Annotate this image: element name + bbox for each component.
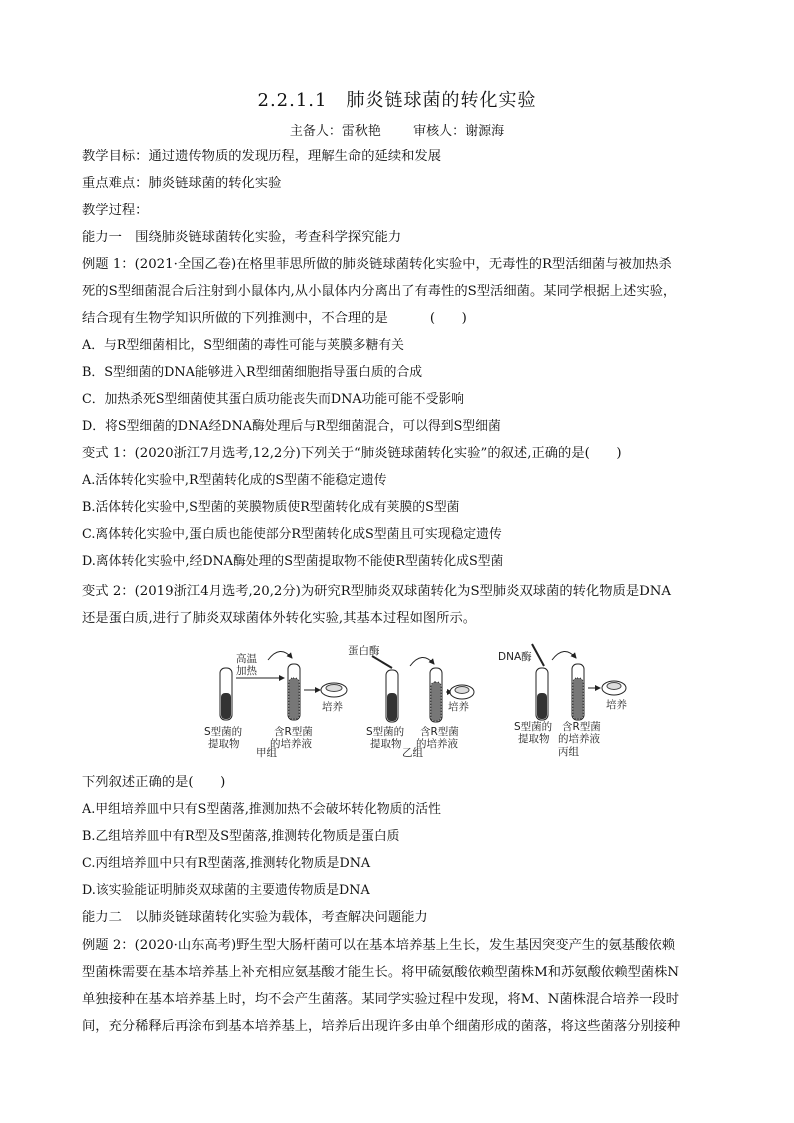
example1-stem: 结合现有生物学知识所做的下列推测中，不合理的是 — [82, 311, 388, 326]
key-points: 重点难点：肺炎链球菌的转化实验 — [82, 176, 282, 191]
dropper — [532, 644, 544, 666]
tube-liquid — [537, 693, 547, 719]
variant2-line1: 变式 2：(2019浙江4月选考,20,2分)为研究R型肺炎双球菌转化为S型肺炎双球菌的转化物质是DNA — [82, 584, 672, 599]
variant2-question: 下列叙述正确的是( ) — [82, 775, 226, 790]
enzyme-label: 蛋白酶 — [348, 645, 380, 657]
colonies — [607, 683, 621, 690]
rtube-label-1: 含R型菌 — [420, 726, 459, 738]
tube-liquid — [289, 678, 299, 719]
variant2-option-c: C.丙组培养皿中只有R型菌落,推测转化物质是DNA — [82, 856, 371, 871]
example1-line1: 例题 1：(2021·全国乙卷)在格里菲思所做的肺炎链球菌转化实验中，无毒性的R型活细菌与被加热杀 — [82, 257, 672, 272]
example1-option-c: C．加热杀死S型细菌使其蛋白质功能丧失而DNA功能可能不受影响 — [82, 392, 464, 407]
group-bing — [498, 644, 627, 758]
culture-label: 培养 — [606, 699, 627, 711]
reviewer: 审核人：谢源海 — [413, 124, 505, 139]
pour-arrow — [410, 657, 434, 666]
teaching-objective: 教学目标：通过遗传物质的发现历程，理解生命的延续和发展 — [82, 149, 442, 164]
enzyme-label: DNA酶 — [498, 651, 532, 663]
extract-label-2: 提取物 — [370, 738, 402, 750]
tube-liquid — [387, 693, 397, 721]
extract-label-1: S型菌的 — [204, 726, 243, 738]
rtube-label-2: 的培养液 — [558, 733, 600, 745]
variant1-option-b: B.活体转化实验中,S型菌的荚膜物质使R型菌转化成有荚膜的S型菌 — [82, 500, 460, 515]
variant2-line2: 还是蛋白质,进行了肺炎双球菌体外转化实验,其基本过程如图所示。 — [82, 611, 477, 626]
example2-line1: 例题 2：(2020·山东高考)野生型大肠杆菌可以在基本培养基上生长，发生基因突变产生的氨基酸依赖 — [82, 938, 676, 953]
group-label: 乙组 — [402, 747, 423, 758]
rtube-label-2: 的培养液 — [270, 738, 312, 750]
teaching-process: 教学过程： — [82, 203, 149, 218]
variant1-option-a: A.活体转化实验中,R型菌转化成的S型菌不能稳定遗传 — [82, 473, 387, 488]
group-label: 甲组 — [256, 747, 277, 758]
group-label: 丙组 — [558, 746, 579, 758]
experiment-figure — [196, 638, 656, 758]
extract-label-2: 提取物 — [518, 733, 550, 745]
example2-line3: 单独接种在基本培养基上时，均不会产生菌落。某同学实验过程中发现，将M、N菌株混合培养一段时 — [82, 992, 680, 1007]
colonies — [455, 687, 469, 694]
example1-option-d: D．将S型细菌的DNA经DNA酶处理后与R型细菌混合，可以得到S型细菌 — [82, 419, 501, 434]
preparer: 主备人：雷秋艳 — [289, 124, 381, 139]
rtube-label-2: 的培养液 — [416, 738, 458, 750]
pour-arrow — [552, 651, 576, 660]
ability-two-heading: 能力二 以肺炎链球菌转化实验为载体，考查解决问题能力 — [82, 910, 428, 925]
variant2-option-a: A.甲组培养皿中只有S型菌落,推测加热不会破坏转化物质的活性 — [82, 802, 441, 817]
page-title: 2.2.1.1 肺炎链球菌的转化实验 — [257, 90, 537, 111]
tube-liquid — [573, 678, 583, 719]
example2-line2: 型菌株需要在基本培养基上补充相应氨基酸才能生长。将甲硫氨酸依赖型菌株M和苏氨酸依赖型菌株N — [82, 965, 680, 980]
example1-line3 — [82, 311, 714, 327]
answer-paren: ( ) — [429, 311, 467, 326]
dropper — [372, 656, 392, 668]
tube-liquid — [221, 693, 231, 719]
culture-label: 培养 — [448, 701, 469, 713]
variant1-option-d: D.离体转化实验中,经DNA酶处理的S型菌提取物不能使R型菌转化成S型菌 — [82, 554, 504, 569]
treat-label-2: 加热 — [236, 665, 257, 677]
example1-option-b: B．S型细菌的DNA能够进入R型细菌细胞指导蛋白质的合成 — [82, 365, 423, 380]
rtube-label-1: 含R型菌 — [274, 726, 313, 738]
variant1-stem: 变式 1：(2020浙江7月选考,12,2分)下列关于“肺炎链球菌转化实验”的叙述,正确的是( ) — [82, 446, 622, 461]
variant2-option-d: D.该实验能证明肺炎双球菌的主要遗传物质是DNA — [82, 883, 370, 898]
ability-one-heading: 能力一 围绕肺炎链球菌转化实验，考查科学探究能力 — [82, 230, 402, 245]
treat-label-1: 高温 — [236, 653, 257, 665]
group-yi — [348, 644, 474, 758]
variant2-option-b: B.乙组培养皿中有R型及S型菌落,推测转化物质是蛋白质 — [82, 829, 400, 844]
tube-liquid — [431, 682, 441, 721]
pour-arrow — [268, 651, 292, 660]
variant1-option-c: C.离体转化实验中,蛋白质也能使部分R型菌转化成S型菌且可实现稳定遗传 — [82, 527, 502, 542]
extract-label-2: 提取物 — [208, 738, 240, 750]
example2-line4: 间，充分稀释后再涂布到基本培养基上，培养后出现许多由单个细菌形成的菌落，将这些菌落分别接种 — [82, 1019, 681, 1034]
extract-label-1: S型菌的 — [514, 721, 553, 733]
group-jia — [204, 651, 347, 758]
example1-line2: 死的S型细菌混合后注射到小鼠体内,从小鼠体内分离出了有毒性的S型活细菌。某同学根据上述实验， — [82, 284, 677, 299]
example1-option-a: A．与R型细菌相比，S型细菌的毒性可能与荚膜多糖有关 — [82, 338, 404, 353]
rtube-label-1: 含R型菌 — [562, 721, 601, 733]
culture-label: 培养 — [322, 701, 343, 713]
extract-label-1: S型菌的 — [366, 726, 405, 738]
authors-line — [0, 120, 794, 139]
colonies — [326, 685, 342, 692]
